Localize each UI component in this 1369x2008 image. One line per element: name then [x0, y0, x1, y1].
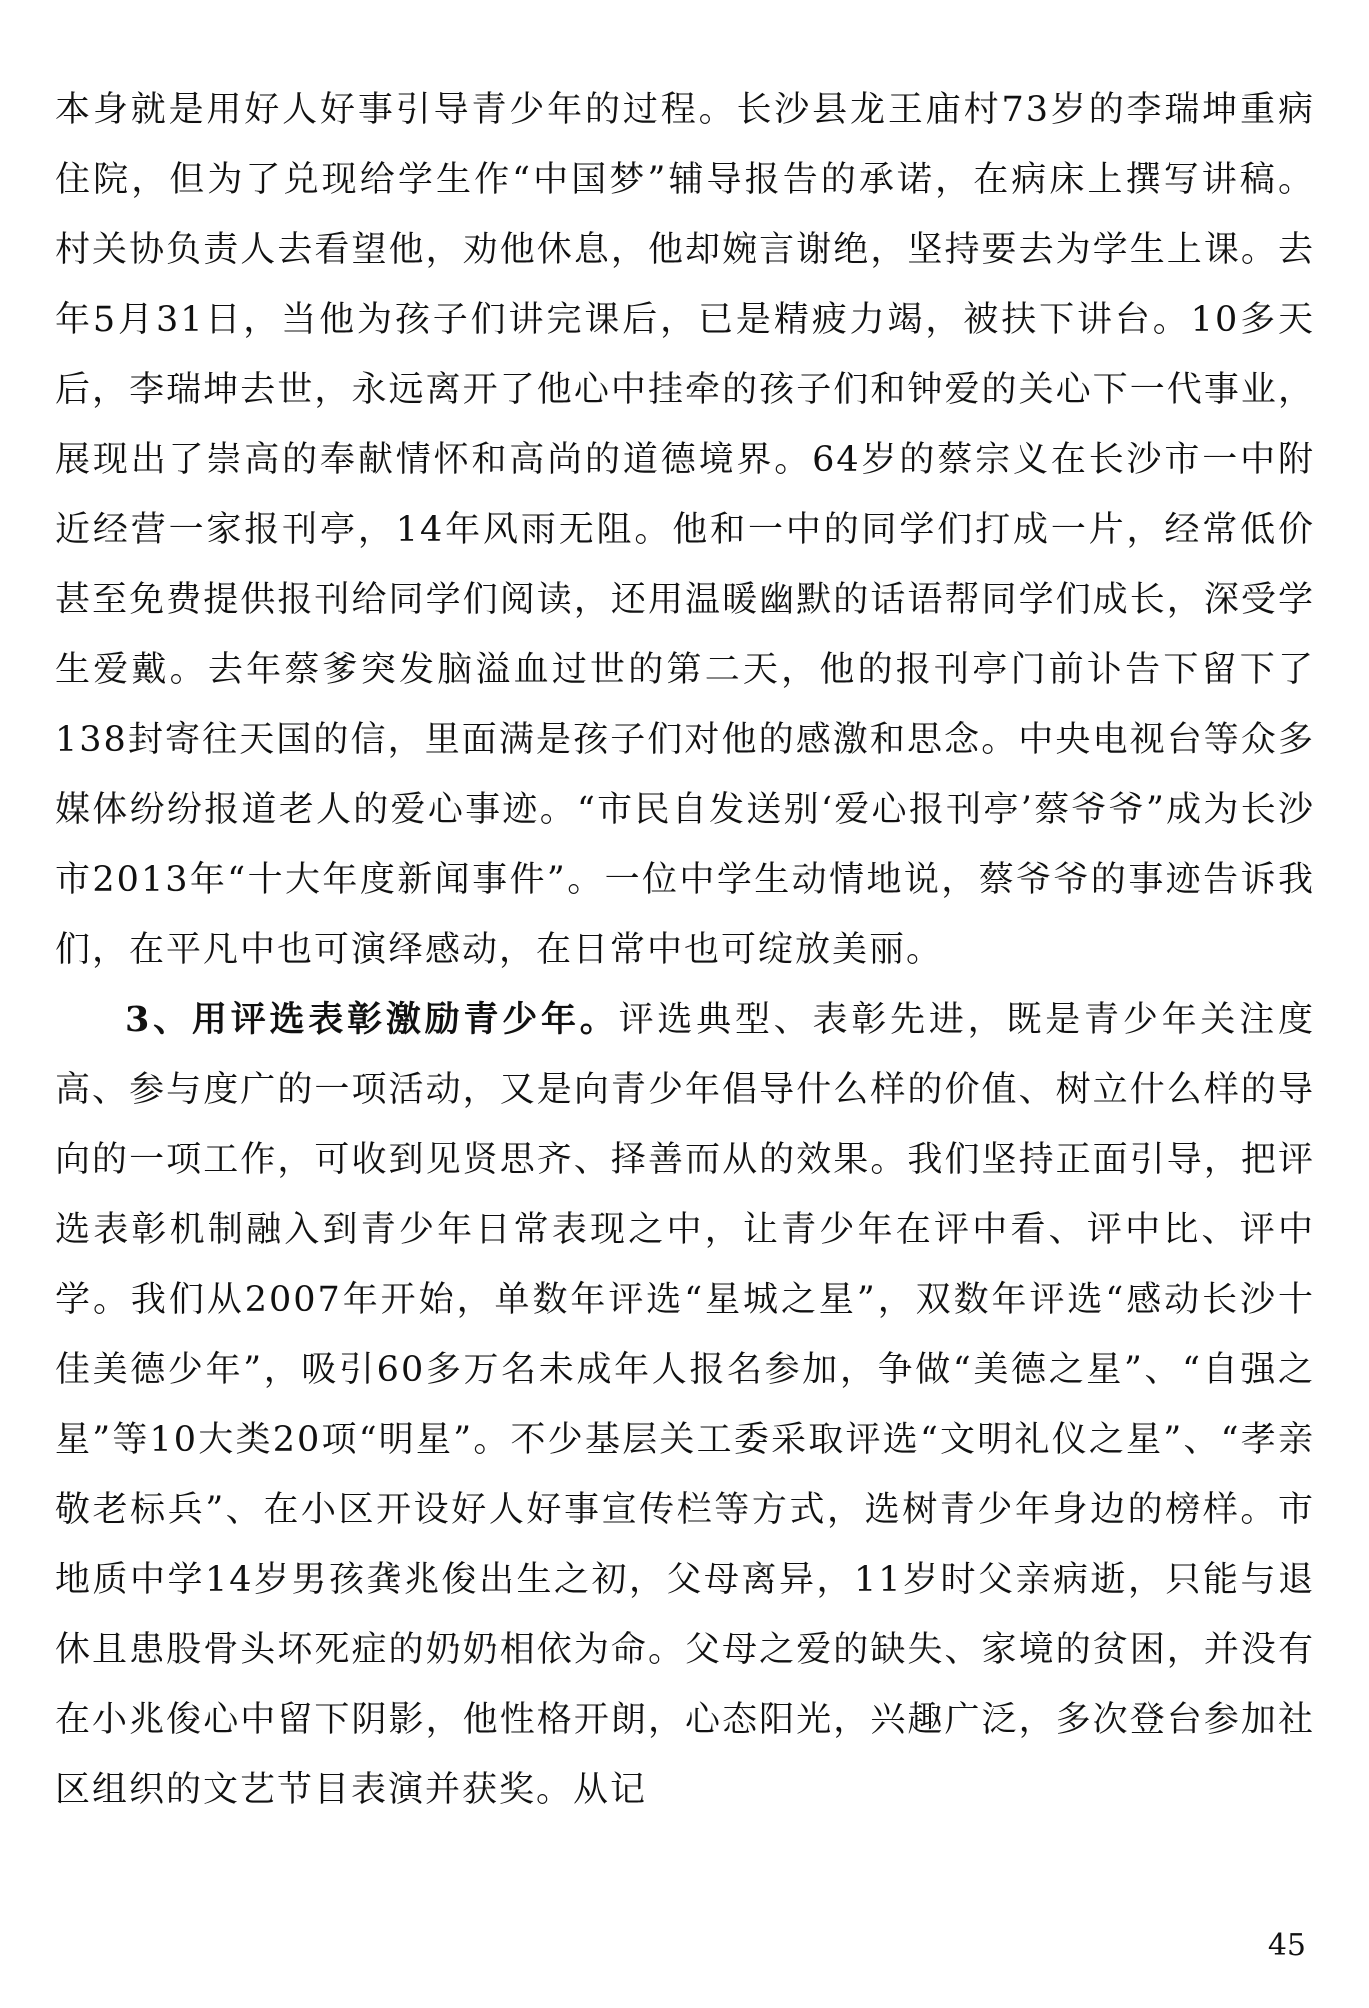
- page-number: 45: [1267, 1928, 1306, 1963]
- document-page: [55, 75, 1315, 1825]
- section-heading-3: 3、用评选表彰激励青少年。: [125, 999, 619, 1040]
- body-paragraph-2-text: 评选典型、表彰先进，既是青少年关注度高、参与度广的一项活动，又是向青少年倡导什么样的价值、树立什么样的导向的一项工作，可收到见贤思齐、择善而从的效果。我们坚持正面引导，把评选表彰机制融入到青少年日常表现之中，让青少年在评中看、评中比、评中学。我们从2007年开始，单数年评选“星城之星”，双数年评选“感动长沙十佳美德少年”，吸引60多万名未成年人报名参加，争做“美德之星”、“自强之星”等10大类20项“明星”。不少基层关工委采取评选“文明礼仪之星”、“孝亲敬老标兵”、在小区开设好人好事宣传栏等方式，选树青少年身边的榜样。市地质中学14岁男孩龚兆俊出生之初，父母离异，11岁时父亲病逝，只能与退休且患股骨头坏死症的奶奶相依为命。父母之爱的缺失、家境的贫困，并没有在小兆俊心中留下阴影，他性格开朗，心态阳光，兴趣广泛，多次登台参加社区组织的文艺节目表演并获奖。从记: [55, 1000, 1315, 1810]
- body-paragraph-1: 本身就是用好人好事引导青少年的过程。长沙县龙王庙村73岁的李瑞坤重病住院，但为了兑现给学生作“中国梦”辅导报告的承诺，在病床上撰写讲稿。村关协负责人去看望他，劝他休息，他却婉言谢绝，坚持要去为学生上课。去年5月31日，当他为孩子们讲完课后，已是精疲力竭，被扶下讲台。10多天后，李瑞坤去世，永远离开了他心中挂牵的孩子们和钟爱的关心下一代事业，展现出了崇高的奉献情怀和高尚的道德境界。64岁的蔡宗义在长沙市一中附近经营一家报刊亭，14年风雨无阻。他和一中的同学们打成一片，经常低价甚至免费提供报刊给同学们阅读，还用温暖幽默的话语帮同学们成长，深受学生爱戴。去年蔡爹突发脑溢血过世的第二天，他的报刊亭门前讣告下留下了138封寄往天国的信，里面满是孩子们对他的感激和思念。中央电视台等众多媒体纷纷报道老人的爱心事迹。“市民自发送别‘爱心报刊亭’蔡爷爷”成为长沙市2013年“十大年度新闻事件”。一位中学生动情地说，蔡爷爷的事迹告诉我们，在平凡中也可演绎感动，在日常中也可绽放美丽。: [55, 90, 1315, 970]
- body-paragraph-2: [55, 985, 1315, 1825]
